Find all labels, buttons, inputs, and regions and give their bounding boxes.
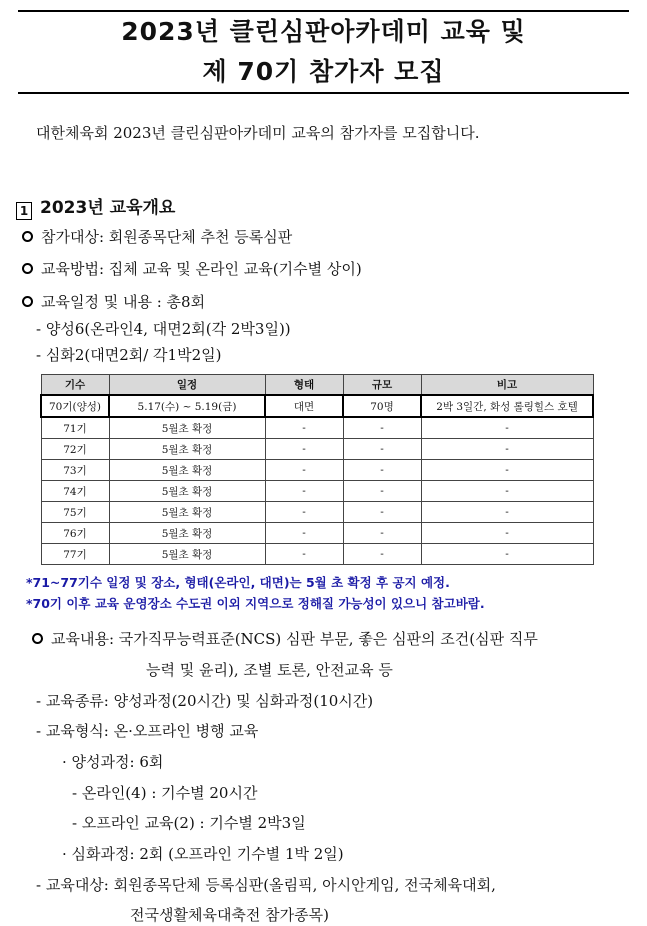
cell: -	[265, 523, 343, 544]
table-row	[41, 544, 593, 565]
table-row	[41, 523, 593, 544]
cell: 5월초 확정	[109, 439, 265, 460]
item-schedule-text: 교육일정 및 내용 : 총8회	[41, 293, 206, 311]
schedule-sub2: - 심화2(대면2회/ 각1박2일)	[36, 346, 222, 364]
cell: 5월초 확정	[109, 481, 265, 502]
table-row	[41, 460, 593, 481]
circle-bullet-icon	[32, 633, 43, 644]
cell: 2박 3일간, 화성 롤링힐스 호텔	[421, 395, 593, 417]
cell: -	[421, 417, 593, 439]
header-schedule: 일정	[109, 375, 265, 396]
table-row	[41, 439, 593, 460]
cell: -	[343, 481, 421, 502]
cell: -	[421, 481, 593, 502]
section-number-box: 1	[16, 202, 32, 220]
cell: 5월초 확정	[109, 417, 265, 439]
table-row	[41, 481, 593, 502]
cell: 71기	[41, 417, 109, 439]
cell: 5월초 확정	[109, 460, 265, 481]
table-row	[41, 417, 593, 439]
title-bottom-rule	[18, 92, 629, 94]
content-line2: 능력 및 윤리), 조별 토론, 안전교육 등	[146, 661, 393, 679]
cell: -	[421, 544, 593, 565]
content-format: - 교육형식: 온·오프라인 병행 교육	[36, 722, 259, 740]
header-size: 규모	[343, 375, 421, 396]
page-title-line2: 제 70기 참가자 모집	[202, 57, 445, 86]
item-target	[22, 226, 292, 247]
cell: 77기	[41, 544, 109, 565]
item-method-text: 교육방법: 집체 교육 및 온라인 교육(기수별 상이)	[41, 260, 362, 278]
content-audience-line1: - 교육대상: 회원종목단체 등록심판(올림픽, 아시안게임, 전국체육대회,	[36, 876, 496, 894]
cell: 5.17(수) ~ 5.19(금)	[109, 395, 265, 417]
item-method	[22, 258, 362, 279]
cell: -	[265, 544, 343, 565]
cell: -	[343, 417, 421, 439]
cell: -	[265, 417, 343, 439]
item-target-text: 참가대상: 회원종목단체 추천 등록심판	[41, 228, 293, 246]
cell: 72기	[41, 439, 109, 460]
header-cohort: 기수	[41, 375, 109, 396]
cell: 73기	[41, 460, 109, 481]
intro-text: 대한체육회 2023년 클린심판아카데미 교육의 참가자를 모집합니다.	[36, 124, 480, 142]
note-line1: *71~77기수 일정 및 장소, 형태(온라인, 대면)는 5월 초 확정 후 공지 예정.	[26, 575, 450, 590]
cell: 70기(양성)	[41, 395, 109, 417]
circle-bullet-icon	[22, 296, 33, 307]
header-remarks: 비고	[421, 375, 593, 396]
content-offline: - 오프라인 교육(2) : 기수별 2박3일	[72, 814, 306, 832]
content-line1: 교육내용: 국가직무능력표준(NCS) 심판 부문, 좋은 심판의 조건(심판 직무	[51, 630, 538, 648]
cell: -	[265, 481, 343, 502]
table-header-row	[41, 375, 593, 396]
cell: 76기	[41, 523, 109, 544]
cell: -	[343, 523, 421, 544]
content-training: · 양성과정: 6회	[62, 753, 164, 771]
cell: 70명	[343, 395, 421, 417]
cell: -	[421, 502, 593, 523]
content-advanced: · 심화과정: 2회 (오프라인 기수별 1박 2일)	[62, 845, 344, 863]
circle-bullet-icon	[22, 231, 33, 242]
header-format: 형태	[265, 375, 343, 396]
note-line2: *70기 이후 교육 운영장소 수도권 이외 지역으로 정해질 가능성이 있으니 참고바람.	[26, 596, 485, 611]
section-title: 2023년 교육개요	[40, 198, 176, 218]
content-item	[32, 628, 538, 649]
cell: -	[421, 460, 593, 481]
cell: -	[343, 502, 421, 523]
content-kind: - 교육종류: 양성과정(20시간) 및 심화과정(10시간)	[36, 692, 374, 710]
cell: -	[343, 439, 421, 460]
cell: -	[421, 523, 593, 544]
page-title-line1: 2023년 클린심판아카데미 교육 및	[121, 17, 526, 46]
cell: 대면	[265, 395, 343, 417]
table-row	[41, 395, 593, 417]
cell: 74기	[41, 481, 109, 502]
cell: -	[265, 439, 343, 460]
section-heading	[16, 193, 175, 220]
circle-bullet-icon	[22, 263, 33, 274]
cell: -	[343, 544, 421, 565]
cell: 5월초 확정	[109, 523, 265, 544]
cell: -	[265, 460, 343, 481]
cell: 5월초 확정	[109, 544, 265, 565]
content-audience-line2: 전국생활체육대축전 참가종목)	[130, 906, 329, 924]
cell: 5월초 확정	[109, 502, 265, 523]
cell: -	[421, 439, 593, 460]
table-row	[41, 502, 593, 523]
cell: -	[265, 502, 343, 523]
schedule-table	[40, 374, 594, 565]
cell: 75기	[41, 502, 109, 523]
schedule-sub1: - 양성6(온라인4, 대면2회(각 2박3일))	[36, 320, 291, 338]
cell: -	[343, 460, 421, 481]
content-online: - 온라인(4) : 기수별 20시간	[72, 784, 258, 802]
item-schedule	[22, 291, 205, 312]
